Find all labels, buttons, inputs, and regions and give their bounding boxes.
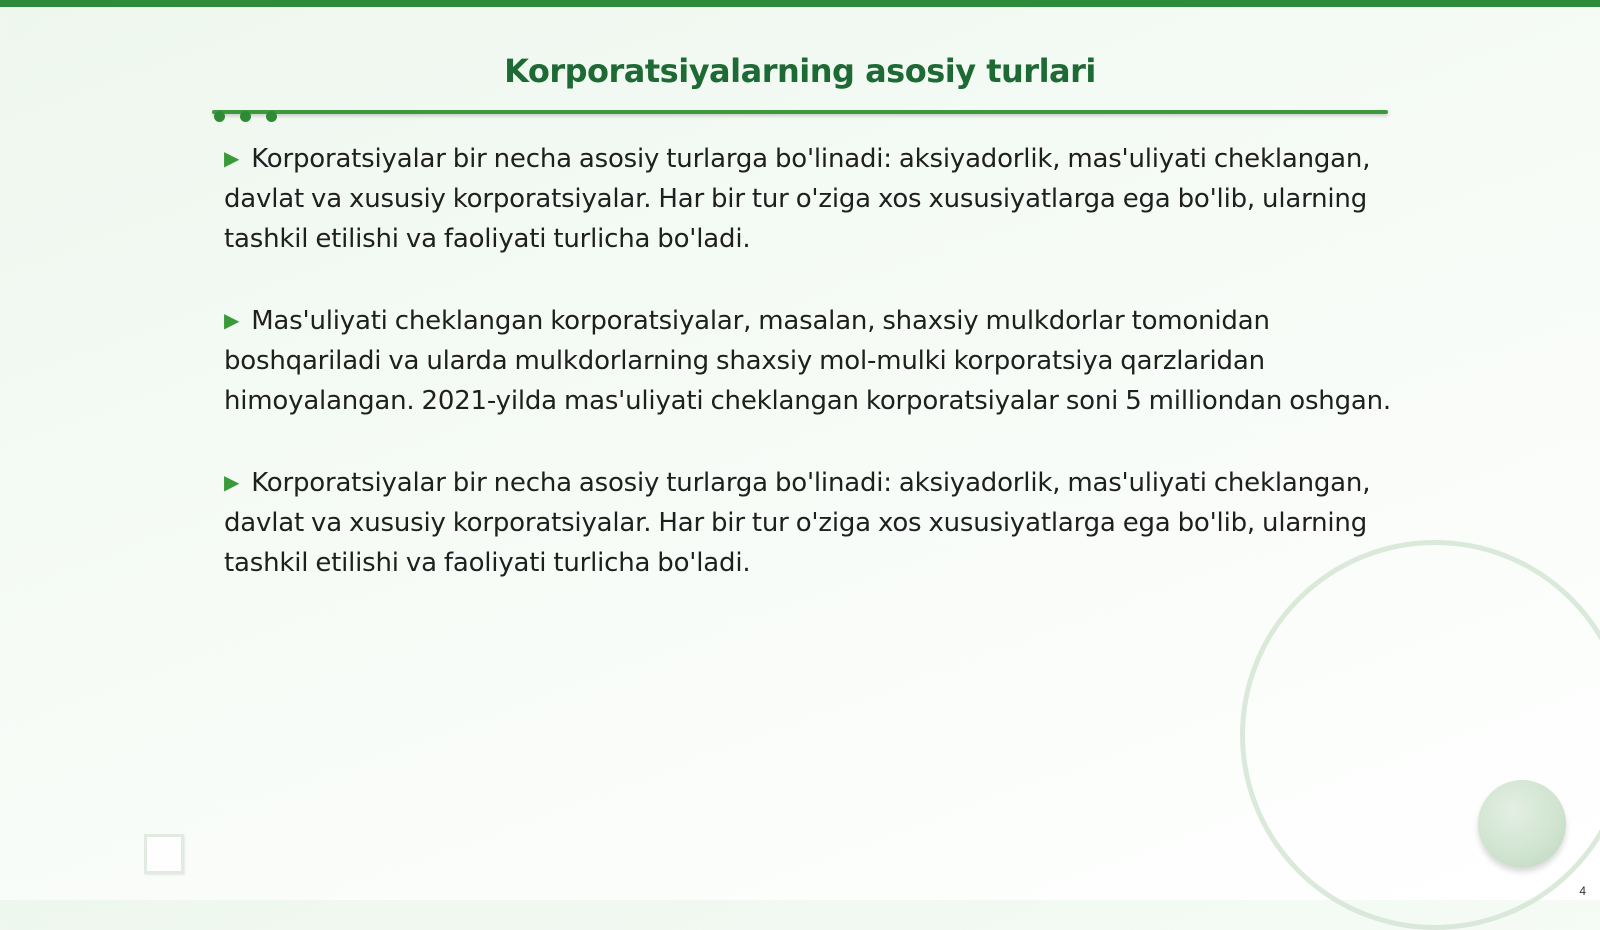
bullet-text: Korporatsiyalar bir necha asosiy turlarga bo'linadi: aksiyadorlik, mas'uliyati cheklangan, davlat va xususiy korporatsiyalar. Har bir tur o'ziga xos xususiyatlarga ega bo'lib, ularning tashkil etilishi va faoliyati turlicha bo'ladi.: [224, 144, 1371, 254]
slide-content: [224, 138, 1400, 624]
decorative-dot: [214, 111, 225, 122]
bullet-text: Korporatsiyalar bir necha asosiy turlarga bo'linadi: aksiyadorlik, mas'uliyati cheklangan, davlat va xususiy korporatsiyalar. Har bir tur o'ziga xos xususiyatlarga ega bo'lib, ularning tashkil etilishi va faoliyati turlicha bo'ladi.: [224, 468, 1371, 578]
bullet-arrow-icon: ▶: [224, 308, 240, 332]
bullet-arrow-icon: ▶: [224, 470, 240, 494]
decorative-ball: [1478, 780, 1566, 868]
title-underline: [212, 110, 1388, 114]
decorative-square: [144, 834, 184, 874]
decorative-dot: [240, 111, 251, 122]
top-accent-bar: [0, 0, 1600, 7]
page-number: 4: [1579, 884, 1586, 898]
bullet-item: [224, 462, 1400, 583]
decorative-ring: [1240, 540, 1600, 930]
bullet-item: [224, 138, 1400, 259]
decorative-dot: [266, 111, 277, 122]
bullet-item: [224, 300, 1400, 421]
bullet-text: Mas'uliyati cheklangan korporatsiyalar, masalan, shaxsiy mulkdorlar tomonidan boshqariladi va ularda mulkdorlarning shaxsiy mol-mulki korporatsiya qarzlaridan himoyalangan. 2021-yilda mas'uliyati cheklangan korporatsiyalar soni 5 milliondan oshgan.: [224, 306, 1391, 416]
bullet-arrow-icon: ▶: [224, 146, 240, 170]
slide-title: Korporatsiyalarning asosiy turlari: [504, 52, 1096, 90]
